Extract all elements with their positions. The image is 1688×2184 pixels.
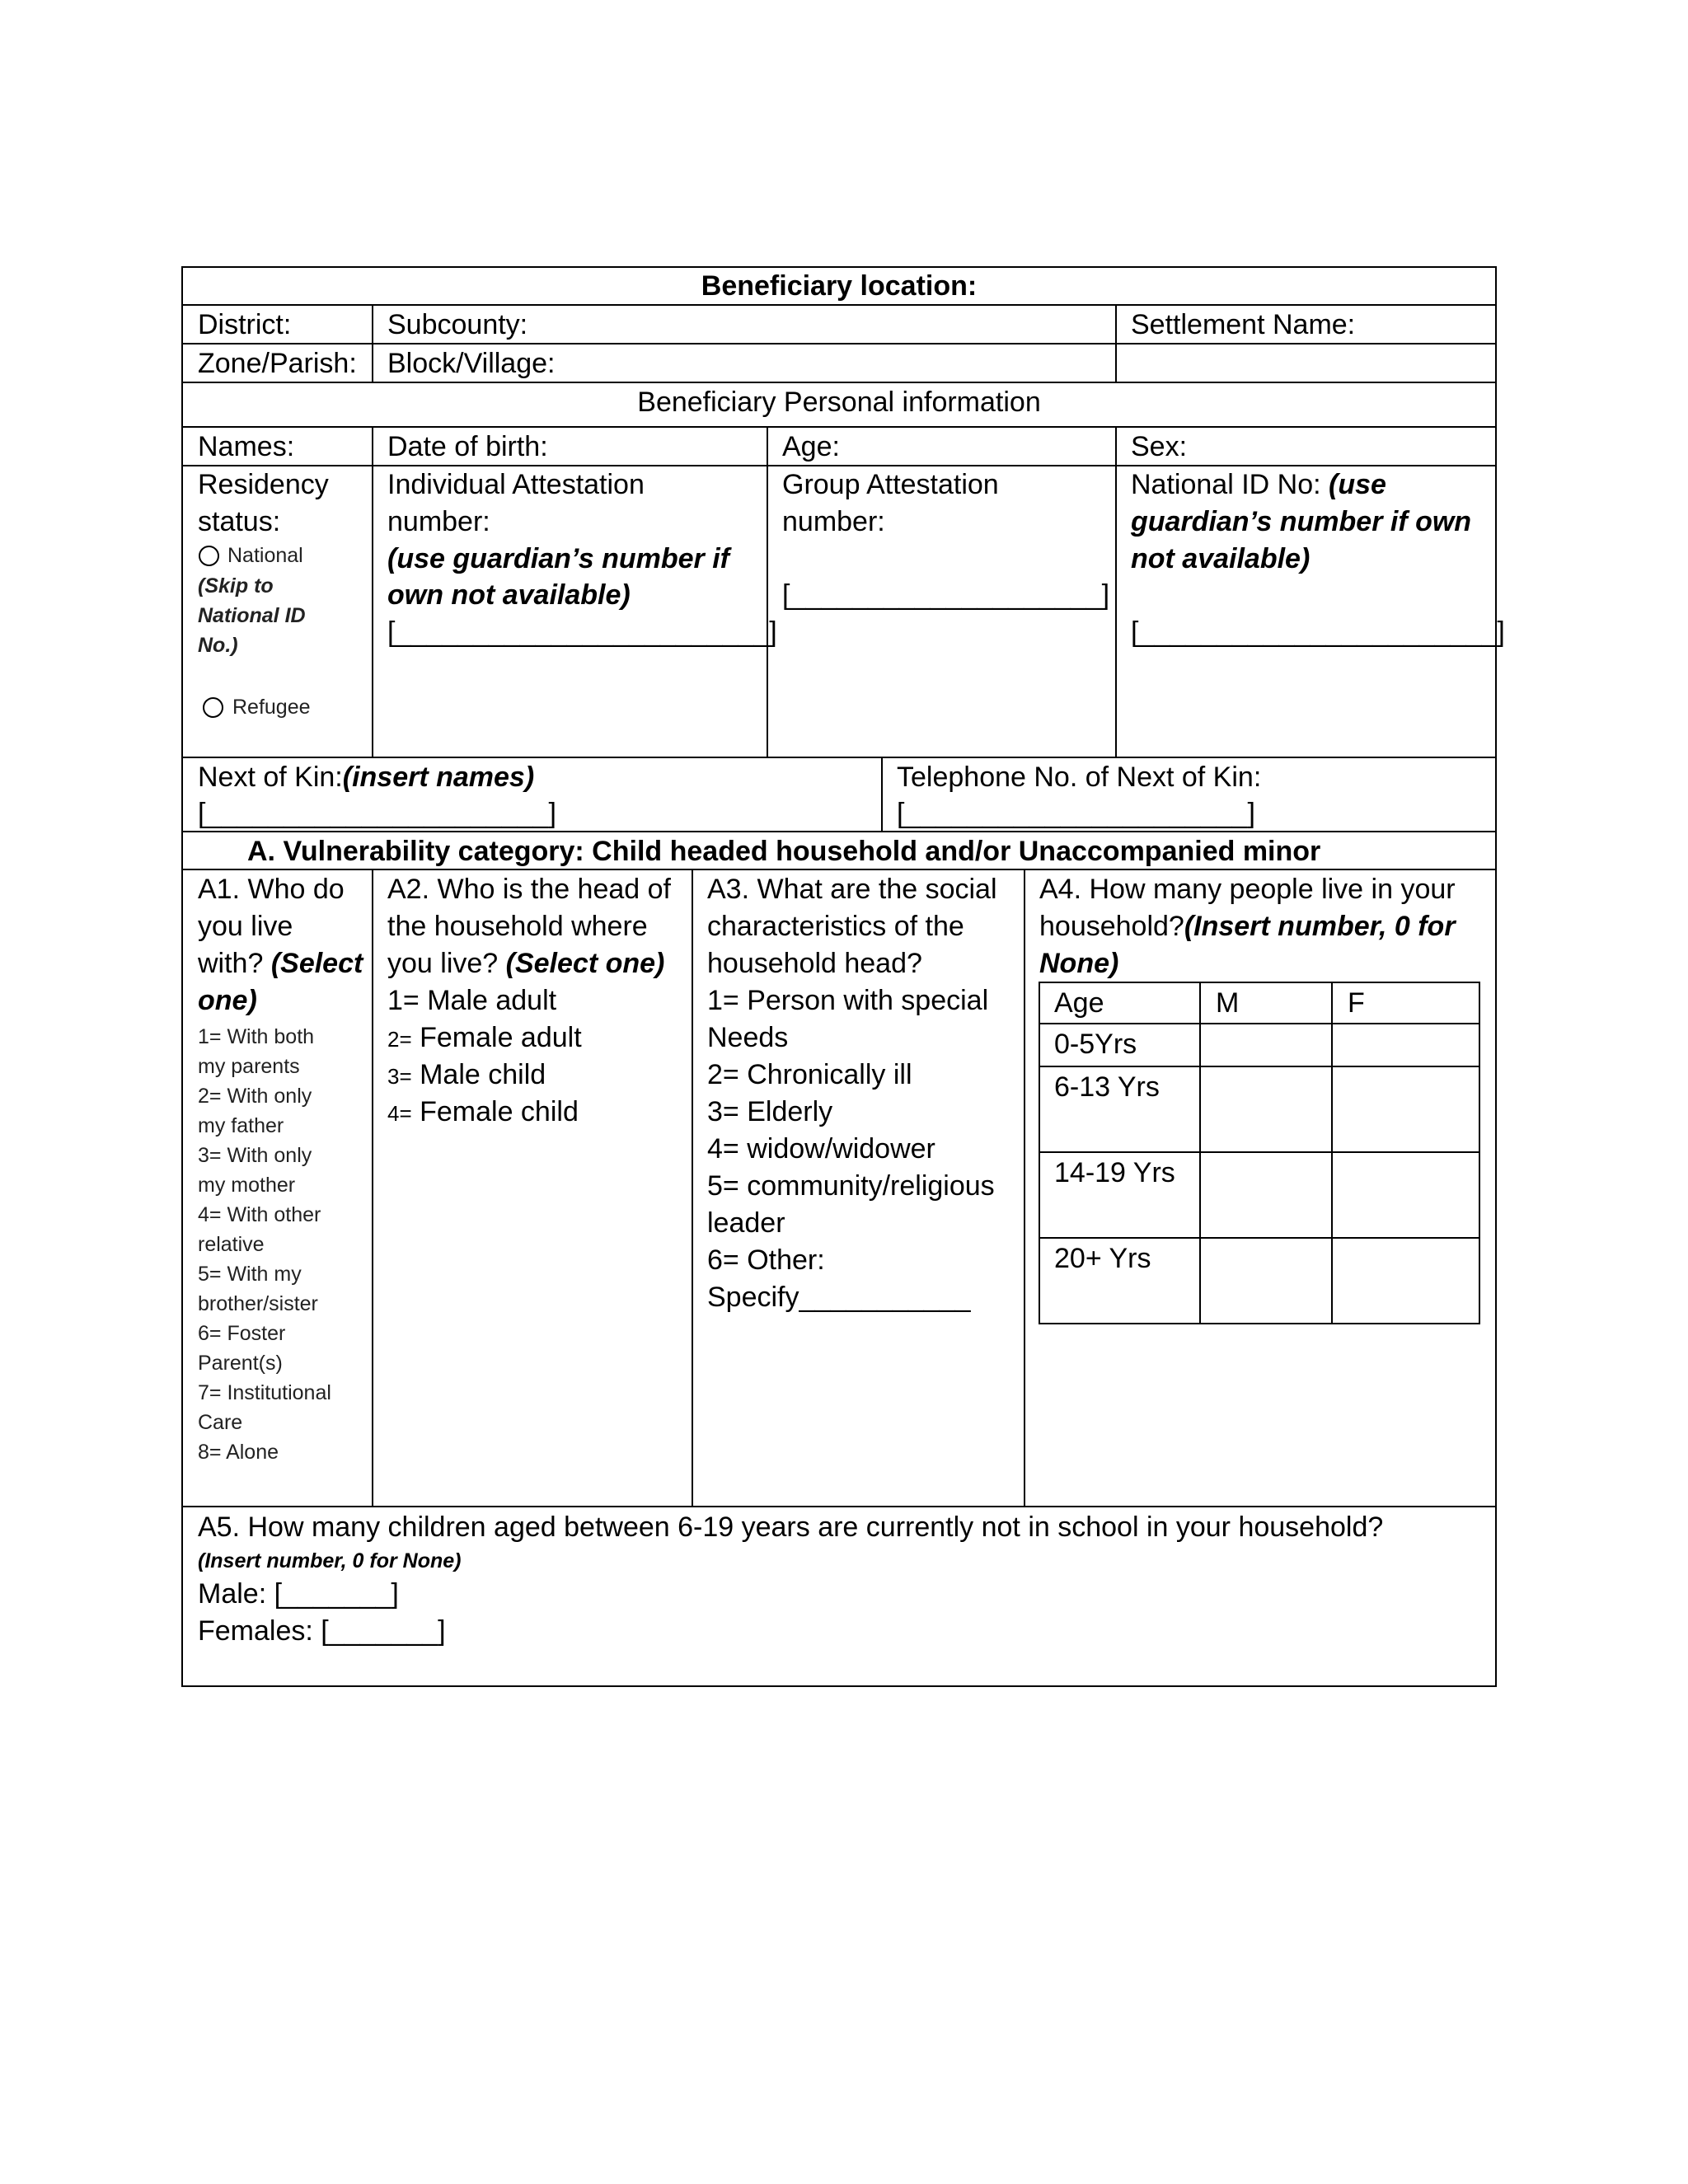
col-divider — [1115, 304, 1117, 383]
a2-option-label: Male child — [411, 1059, 546, 1090]
a2-option — [387, 1094, 579, 1132]
a4-header-f: F — [1348, 987, 1365, 1019]
sex-label: Sex: — [1131, 431, 1188, 462]
a3-line: household head? — [707, 948, 922, 979]
a4-question — [1039, 908, 1456, 945]
col-divider — [372, 869, 373, 1507]
settlement-label: Settlement Name: — [1131, 309, 1356, 340]
skip-note: National ID — [198, 604, 306, 627]
a2-option — [387, 1019, 582, 1058]
a4-table-border — [1039, 1237, 1480, 1239]
a4-table-border — [1479, 982, 1480, 1324]
group-attestation-field[interactable]: [____________________] — [782, 579, 1110, 611]
row-divider — [181, 382, 1497, 383]
a3-line: 6= Other: — [707, 1244, 825, 1276]
a4-row-age: 14-19 Yrs — [1054, 1157, 1175, 1188]
next-of-kin-note: (insert names) — [342, 762, 535, 793]
a2-option-label: Female child — [411, 1096, 579, 1127]
a1-question: you live — [198, 911, 293, 942]
a3-line: 3= Elderly — [707, 1096, 833, 1127]
border — [181, 266, 183, 1687]
a1-question: A1. Who do — [198, 874, 345, 905]
a1-option: 6= Foster — [198, 1322, 286, 1345]
a1-option: 7= Institutional — [198, 1381, 331, 1404]
skip-note: (Skip to — [198, 574, 274, 598]
a1-option: brother/sister — [198, 1292, 318, 1315]
a2-option — [387, 1057, 546, 1095]
a3-line: leader — [707, 1207, 785, 1239]
refugee-option-label: Refugee — [232, 696, 311, 719]
col-divider — [692, 869, 693, 1507]
a5-insert-note: (Insert number, 0 for None) — [198, 1549, 462, 1572]
a2-option-label: Male adult — [419, 985, 557, 1016]
a5-female-field[interactable]: Females: [_______] — [198, 1615, 446, 1647]
age-label: Age: — [782, 431, 840, 462]
individual-attestation-note: (use guardian’s number if — [387, 543, 730, 574]
a1-option: my parents — [198, 1055, 300, 1078]
a4-row-age: 20+ Yrs — [1054, 1243, 1151, 1274]
a2-option-number: 1= — [387, 985, 420, 1016]
a2-select-note: (Select one) — [505, 948, 665, 979]
individual-attestation-label: Individual Attestation — [387, 469, 645, 500]
a1-select-note: (Select — [270, 948, 363, 979]
a4-row-age: 0-5Yrs — [1054, 1029, 1137, 1060]
residency-label: Residency — [198, 469, 329, 500]
skip-note: No.) — [198, 634, 238, 657]
a1-option: 4= With other — [198, 1203, 321, 1226]
a4-table-border — [1039, 1066, 1480, 1067]
a1-option: 1= With both — [198, 1025, 315, 1048]
kin-telephone-field[interactable]: [______________________] — [897, 798, 1255, 829]
a2-option-number: 3= — [387, 1064, 412, 1089]
col-divider — [372, 426, 373, 758]
a2-option-number: 2= — [387, 1027, 412, 1052]
a1-option: 5= With my — [198, 1263, 302, 1286]
a2-question: A2. Who is the head of — [387, 874, 671, 905]
a3-line[interactable]: Specify___________ — [707, 1282, 971, 1313]
a1-option: relative — [198, 1233, 265, 1256]
a5-question: A5. How many children aged between 6-19 years are currently not in school in your household? — [198, 1511, 1384, 1543]
border — [181, 1685, 1497, 1687]
district-label: District: — [198, 309, 292, 340]
a1-option: 8= Alone — [198, 1441, 279, 1464]
national-id-label — [1131, 466, 1386, 504]
a4-table-border — [1039, 1023, 1480, 1024]
a1-option: Parent(s) — [198, 1352, 283, 1375]
refugee-radio[interactable] — [203, 697, 223, 718]
group-attestation-label: number: — [782, 506, 885, 537]
names-label: Names: — [198, 431, 295, 462]
kin-telephone-label: Telephone No. of Next of Kin: — [897, 762, 1262, 793]
a1-question-text: with? — [198, 948, 271, 979]
a4-table-border — [1039, 982, 1040, 1324]
national-id-note: (use — [1329, 469, 1386, 500]
a3-line: Needs — [707, 1022, 789, 1053]
col-divider — [1115, 426, 1117, 758]
a3-line: 5= community/religious — [707, 1170, 995, 1202]
residency-label: status: — [198, 506, 281, 537]
a2-question-text: you live? — [387, 948, 506, 979]
a1-option: Care — [198, 1411, 243, 1434]
a1-question — [198, 945, 363, 982]
a4-table-border — [1199, 982, 1201, 1324]
national-option-label: National — [227, 544, 303, 567]
a3-line: 1= Person with special — [707, 985, 989, 1016]
col-divider — [881, 757, 883, 832]
a4-header-age: Age — [1054, 987, 1104, 1019]
a4-question-text: household? — [1039, 911, 1184, 942]
subcounty-label: Subcounty: — [387, 309, 528, 340]
individual-attestation-note: own not available) — [387, 579, 631, 611]
national-id-note: guardian’s number if own — [1131, 506, 1472, 537]
a4-insert-note: None) — [1039, 948, 1119, 979]
a1-select-note: one) — [198, 985, 257, 1016]
next-of-kin-label — [198, 759, 534, 796]
national-id-note: not available) — [1131, 543, 1311, 574]
a3-line: characteristics of the — [707, 911, 964, 942]
row-divider — [181, 426, 1497, 428]
a4-row-age: 6-13 Yrs — [1054, 1071, 1160, 1103]
col-divider — [767, 426, 768, 758]
individual-attestation-field[interactable]: [________________________] — [387, 616, 777, 648]
a4-table-border — [1331, 982, 1333, 1324]
national-id-label-text: National ID No: — [1131, 469, 1329, 500]
a3-line: 4= widow/widower — [707, 1133, 935, 1165]
a3-line: A3. What are the social — [707, 874, 997, 905]
col-divider — [1024, 869, 1025, 1507]
next-of-kin-label-text: Next of Kin: — [198, 762, 343, 793]
a2-question — [387, 945, 664, 982]
location-title: Beneficiary location: — [701, 270, 978, 302]
next-of-kin-field[interactable]: [______________________] — [198, 798, 556, 829]
a5-male-field[interactable]: Male: [_______] — [198, 1578, 399, 1610]
dob-label: Date of birth: — [387, 431, 548, 462]
a1-option: my father — [198, 1114, 284, 1137]
a4-header-m: M — [1216, 987, 1240, 1019]
row-divider — [181, 1506, 1497, 1507]
col-divider — [372, 304, 373, 383]
block-label: Block/Village: — [387, 348, 556, 379]
national-radio[interactable] — [199, 546, 219, 566]
section-a-title: A. Vulnerability category: Child headed household and/or Unaccompanied minor — [247, 836, 1321, 867]
a2-question: the household where — [387, 911, 648, 942]
a4-table-border — [1039, 1151, 1480, 1153]
a4-insert-note: (Insert number, 0 for — [1184, 911, 1456, 942]
group-attestation-label: Group Attestation — [782, 469, 999, 500]
a2-option-number: 4= — [387, 1101, 412, 1126]
a2-option — [387, 982, 556, 1019]
zone-label: Zone/Parish: — [198, 348, 357, 379]
a1-option: my mother — [198, 1174, 296, 1197]
national-id-field[interactable]: [_______________________] — [1131, 616, 1505, 648]
a2-option-label: Female adult — [411, 1022, 582, 1053]
personal-title: Beneficiary Personal information — [637, 387, 1041, 418]
a1-option: 3= With only — [198, 1144, 312, 1167]
a4-table-border — [1039, 1323, 1480, 1324]
border — [1495, 266, 1497, 1687]
individual-attestation-label: number: — [387, 506, 490, 537]
a4-question: A4. How many people live in your — [1039, 874, 1456, 905]
row-divider — [181, 757, 1497, 758]
a1-option: 2= With only — [198, 1085, 312, 1108]
a3-line: 2= Chronically ill — [707, 1059, 912, 1090]
